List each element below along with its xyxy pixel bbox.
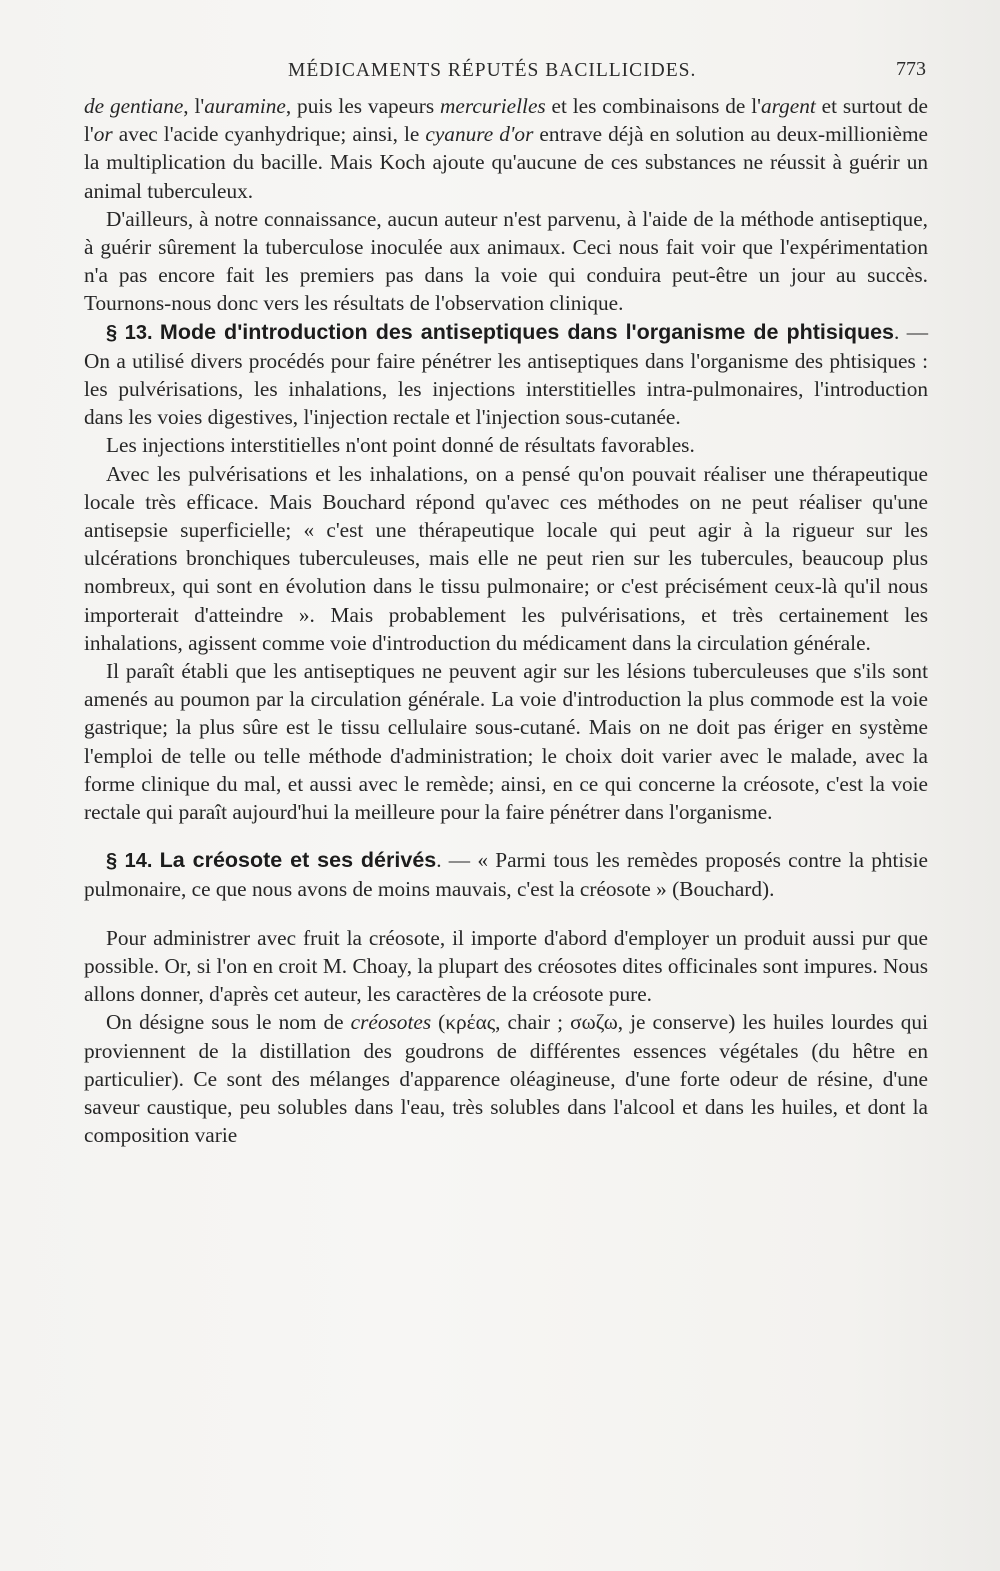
running-title: MÉDICAMENTS RÉPUTÉS BACILLICIDES. [288,60,697,81]
paragraph [84,1008,928,1149]
italic-term: auramine [204,94,286,118]
italic-term: or [93,122,113,147]
section-heading: La créosote et ses dérivés [159,848,437,873]
section-text: . — « Parmi tous les remèdes proposés contre la phtisie pulmonaire, ce que nous avons de moins mauvais, c'est la créosote » (Bouchard). [84,848,929,902]
italic-term: de gentiane [84,94,184,118]
body-text [84,92,928,1149]
italic-term: cyanure d'or [425,122,534,147]
section-number: § 14. [106,850,153,873]
section-13 [84,318,928,432]
text-run: et les combinaisons de l' [545,94,761,118]
text-run: (κρέας, chair ; σωζω, je conserve) les huiles lourdes qui proviennent de la distillation des goudrons de différentes essences végétales (du hêtre en particulier). Ce sont des mélanges d'apparence oléagineuse, d'une forte odeur de résine, d'une saveur caustique, peu solubles dans l'eau, très solubles dans l'alcool et dans les huiles, et dont la composition varie [84,1010,928,1148]
italic-term: mercurielles [440,94,546,118]
paragraph: Les injections interstitielles n'ont point donné de résultats favorables. [106,433,695,458]
paragraph: Il paraît établi que les antiseptiques ne peuvent agir sur les lésions tuberculeuses que s'ils sont amenés au poumon par la circulation générale. La voie d'introduction la plus commode est la voie gastrique; la plus sûre est le tissu cellulaire sous-cutané. Mais on ne doit pas ériger en système l'emploi de telle ou telle méthode d'administration; le choix doit varier avec le malade, avec la forme clinique du mal, et aussi avec le remède; ainsi, en ce qui concerne la créosote, c'est la voie rectale qui paraît aujourd'hui la meilleure pour la faire pénétrer dans l'organisme. [84,659,928,825]
italic-term: créosotes [350,1010,432,1035]
text-run: et surtout de l' [84,94,928,147]
page-number: 773 [896,58,926,80]
section-14 [84,846,928,903]
section-heading: Mode d'introduction des antiseptiques dans l'organisme de phtisiques [159,319,895,344]
running-head [86,58,932,88]
text-run: entrave déjà en solution au deux-millionième la multiplication du bacille. Mais Koch ajoute qu'aucune de ces substances ne réussit à guérir un animal tuberculeux. [84,122,929,203]
text-run: On désigne sous le nom de [106,1010,351,1035]
section-number: § 13. [106,321,153,344]
paragraph: D'ailleurs, à notre connaissance, aucun auteur n'est parvenu, à l'aide de la méthode antiseptique, à guérir sûrement la tuberculose inoculée aux animaux. Ceci nous fait voir que l'expérimentation n'a pas encore fait les premiers pas dans la voie qui conduira peut-être un jour au succès. Tournons-nous donc vers les résultats de l'observation clinique. [84,206,928,316]
section-text: . — On a utilisé divers procédés pour faire pénétrer les antiseptiques dans l'organisme des phtisiques : les pulvérisations, les inhalations, les injections interstitielles intra-pulmonaires, l'introduction dans les voies digestives, l'injection rectale et l'injection sous-cutanée. [84,319,929,430]
text-run: , l' [183,94,205,118]
paragraph: Pour administrer avec fruit la créosote, il importe d'abord d'employer un produit aussi pur que possible. Or, si l'on en croit M. Choay, la plupart des créosotes dites officinales sont impures. Nous allons donner, d'après cet auteur, les caractères de la créosote pure. [84,925,928,1007]
text-run: avec l'acide cyanhydrique; ainsi, le [112,122,426,147]
italic-term: argent [760,94,816,118]
paragraph: Avec les pulvérisations et les inhalations, on a pensé qu'on pouvait réaliser une thérapeutique locale très efficace. Mais Bouchard répond qu'avec ces méthodes on ne peut réaliser qu'une antisepsie superficielle; « c'est une thérapeutique locale qui peut agir à la rigueur sur les ulcérations bronchiques tuberculeuses, mais elle ne peut rien sur les tubercules, beaucoup plus nombreux, qui sont en évolution dans le tissu pulmonaire; or c'est précisément ceux-là qu'il nous importerait d'atteindre ». Mais probablement les pulvérisations, et très certainement les inhalations, agissent comme voie d'introduction du médicament dans la circulation générale. [84,461,928,655]
paragraph-continuation [84,92,928,205]
text-run: , puis les vapeurs [285,94,441,118]
